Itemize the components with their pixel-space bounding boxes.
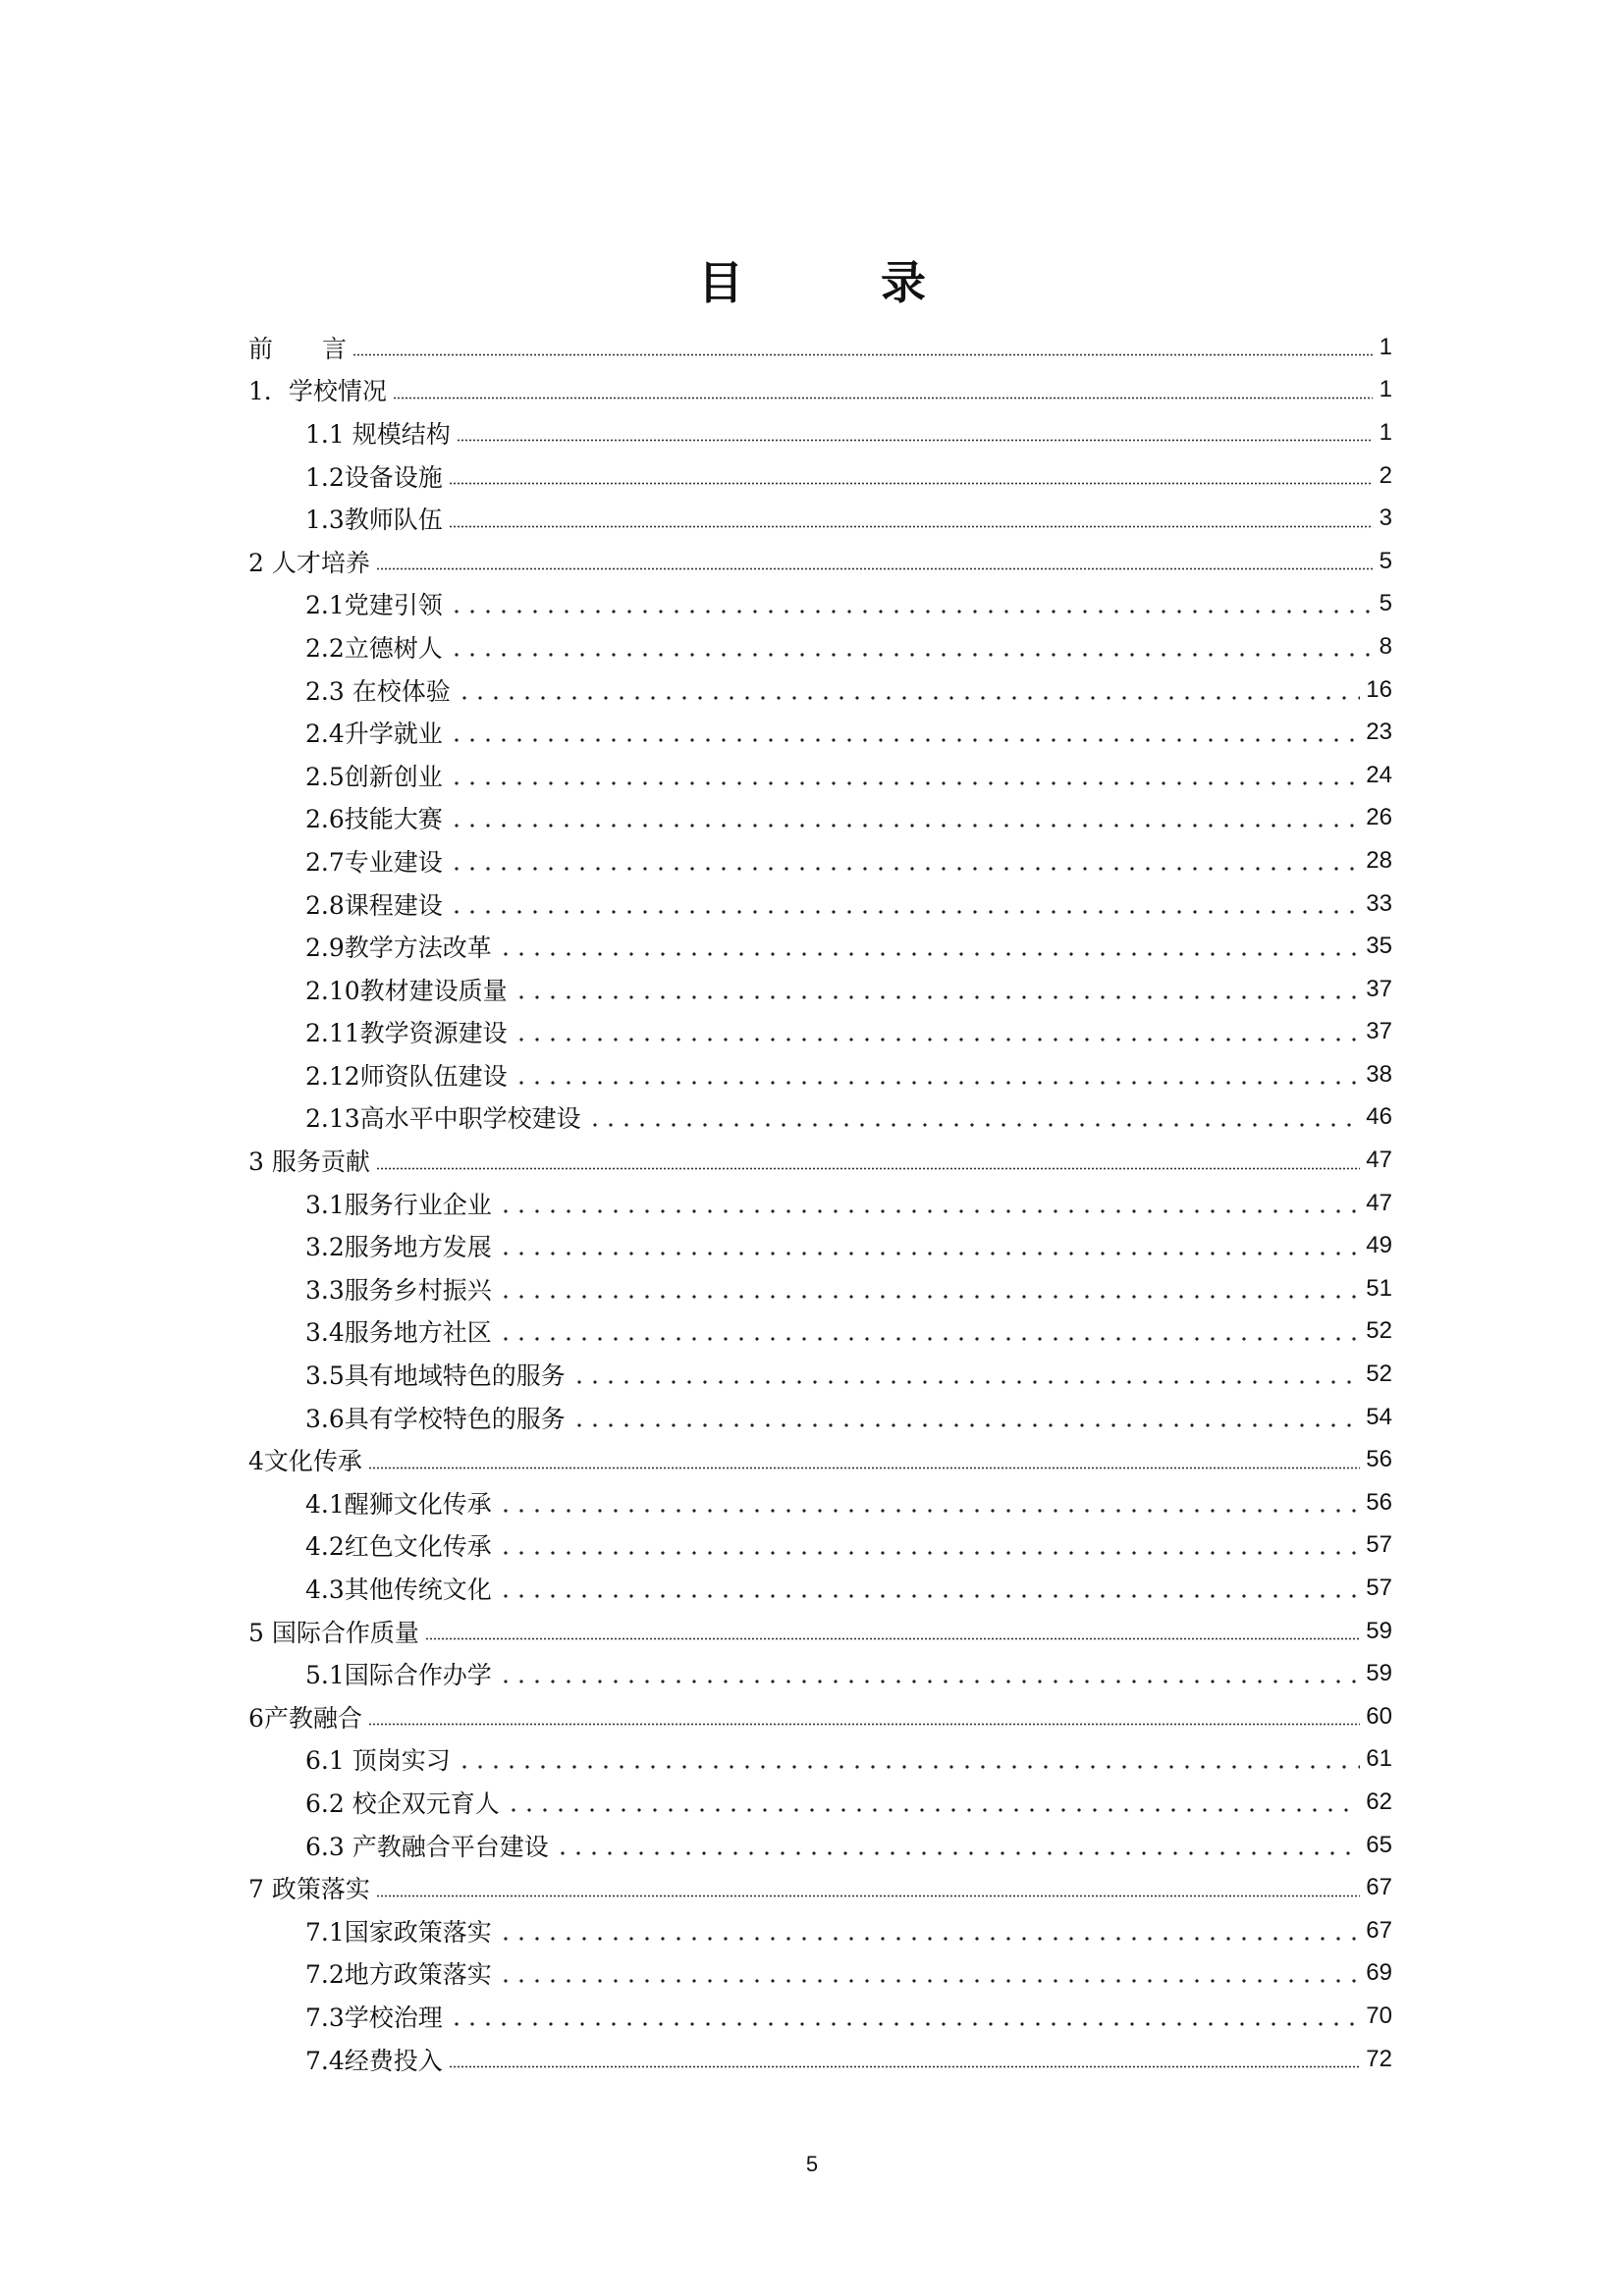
dot-leader	[376, 1895, 1360, 1897]
toc-entry[interactable]	[248, 583, 1392, 626]
toc-entry[interactable]	[248, 668, 1392, 712]
dot-leader	[449, 867, 1361, 871]
dot-leader	[376, 1167, 1360, 1170]
toc-entry-page: 2	[1379, 461, 1392, 489]
toc-entry[interactable]	[248, 1909, 1392, 1952]
toc-entry[interactable]	[248, 1524, 1392, 1568]
toc-entry[interactable]	[248, 497, 1392, 540]
toc-entry-label: 1.2设备设施	[305, 462, 443, 492]
toc-entry[interactable]	[248, 1652, 1392, 1695]
toc-entry[interactable]	[248, 839, 1392, 882]
dot-leader	[498, 1209, 1361, 1213]
toc-entry-label: 3.1服务行业企业	[305, 1190, 492, 1219]
toc-entry-label: 4.1醒狮文化传承	[305, 1489, 492, 1519]
toc-entry[interactable]	[248, 925, 1392, 968]
dot-leader	[449, 2022, 1361, 2026]
toc-entry[interactable]	[248, 411, 1392, 454]
dot-leader	[498, 1594, 1361, 1598]
toc-entry-label: 7.1国家政策落实	[305, 1917, 492, 1947]
toc-entry[interactable]	[248, 1781, 1392, 1824]
toc-entry-page: 62	[1366, 1788, 1392, 1815]
dot-leader	[449, 910, 1361, 914]
dot-leader	[498, 952, 1361, 956]
toc-entry-page: 54	[1366, 1403, 1392, 1430]
toc-entry[interactable]	[248, 1224, 1392, 1267]
toc-entry-page: 46	[1366, 1103, 1392, 1131]
dot-leader	[571, 1423, 1361, 1427]
toc-entry-label: 4.2红色文化传承	[305, 1532, 492, 1562]
toc-entry-label: 2.12师资队伍建设	[305, 1061, 508, 1091]
dot-leader	[506, 1808, 1361, 1812]
toc-entry-page: 1	[1379, 333, 1392, 360]
toc-entry[interactable]	[248, 1053, 1392, 1096]
dot-leader	[457, 439, 1373, 442]
dot-leader	[587, 1123, 1361, 1127]
toc-entry-page: 38	[1366, 1060, 1392, 1088]
dot-leader	[449, 781, 1361, 785]
toc-entry-label: 2.8课程建设	[305, 890, 443, 920]
toc-entry[interactable]	[248, 711, 1392, 754]
toc-entry-label: 3.2服务地方发展	[305, 1233, 492, 1262]
toc-entry-page: 51	[1366, 1274, 1392, 1302]
dot-leader	[514, 1081, 1361, 1085]
toc-entry-page: 57	[1366, 1575, 1392, 1602]
toc-entry[interactable]	[248, 1353, 1392, 1396]
toc-entry-page: 1	[1379, 418, 1392, 446]
toc-entry-label: 6.1 顶岗实习	[305, 1746, 451, 1776]
dot-leader	[514, 995, 1361, 999]
toc-entry-page: 33	[1366, 889, 1392, 917]
toc-entry-label: 2.11教学资源建设	[305, 1019, 508, 1048]
toc-entry-page: 23	[1366, 719, 1392, 746]
toc-entry-label: 2.2立德树人	[305, 633, 443, 663]
toc-entry-label: 5 国际合作质量	[248, 1618, 419, 1647]
toc-entry-page: 65	[1366, 1831, 1392, 1858]
toc-entry-page: 67	[1366, 1874, 1392, 1901]
dot-leader	[449, 738, 1361, 742]
toc-title: 目 录	[697, 256, 987, 309]
toc-entry-page: 67	[1366, 1916, 1392, 1944]
toc-entry[interactable]	[248, 1396, 1392, 1439]
toc-entry-label: 2.10教材建设质量	[305, 976, 508, 1005]
dot-leader	[368, 1467, 1360, 1469]
dot-leader	[555, 1851, 1361, 1855]
dot-leader	[498, 1937, 1361, 1941]
toc-entry-label: 2.7专业建设	[305, 847, 443, 877]
toc-entry-page: 47	[1366, 1147, 1392, 1174]
toc-entry[interactable]	[248, 1182, 1392, 1225]
dot-leader	[449, 824, 1361, 828]
toc-entry-label: 7.4经费投入	[305, 2046, 443, 2075]
toc-entry-page: 28	[1366, 846, 1392, 874]
dot-leader	[498, 1295, 1361, 1299]
toc-entry[interactable]	[248, 1952, 1392, 1996]
toc-entry-label: 2.3 在校体验	[305, 676, 451, 706]
dot-leader	[457, 1765, 1361, 1769]
dot-leader	[393, 397, 1373, 400]
toc-entry-page: 56	[1366, 1488, 1392, 1516]
toc-entry-page: 61	[1366, 1745, 1392, 1773]
toc-entry[interactable]	[248, 540, 1392, 583]
toc-entry-page: 52	[1366, 1317, 1392, 1345]
toc-entry-label: 3.3服务乡村振兴	[305, 1275, 492, 1305]
page-number: 5	[805, 2152, 819, 2176]
dot-leader	[498, 1337, 1361, 1341]
toc-entry-label: 7.2地方政策落实	[305, 1960, 492, 1990]
toc-entry-label: 3.6具有学校特色的服务	[305, 1404, 566, 1433]
dot-leader	[449, 525, 1373, 528]
toc-entry[interactable]	[248, 1610, 1392, 1653]
toc-entry-page: 59	[1366, 1617, 1392, 1644]
toc-entry-page: 26	[1366, 804, 1392, 831]
dot-leader	[571, 1380, 1361, 1384]
toc-entry-label: 4.3其他传统文化	[305, 1575, 492, 1605]
toc-entry[interactable]	[248, 1567, 1392, 1610]
toc-entry-label: 6.3 产教融合平台建设	[305, 1832, 549, 1861]
toc-entry-page: 24	[1366, 761, 1392, 788]
toc-entry-label: 4文化传承	[248, 1447, 362, 1476]
toc-entry-page: 5	[1379, 547, 1392, 574]
toc-entry[interactable]	[248, 1310, 1392, 1354]
toc-entry-label: 3 服务贡献	[248, 1148, 370, 1177]
toc-entry-label: 1.3教师队伍	[305, 506, 443, 535]
toc-entry-label: 5.1国际合作办学	[305, 1661, 492, 1690]
toc-entry[interactable]	[248, 1096, 1392, 1140]
toc-entry[interactable]	[248, 326, 1392, 369]
toc-entry-page: 56	[1366, 1446, 1392, 1473]
toc-entry-label: 2.13高水平中职学校建设	[305, 1104, 581, 1134]
toc-entry[interactable]	[248, 1824, 1392, 1867]
toc-entry-label: 3.4服务地方社区	[305, 1318, 492, 1348]
toc-entry[interactable]	[248, 454, 1392, 498]
toc-entry[interactable]	[248, 1995, 1392, 2038]
dot-leader	[457, 696, 1361, 700]
dot-leader	[352, 353, 1373, 356]
toc-entry-page: 3	[1379, 505, 1392, 532]
dot-leader	[449, 653, 1373, 657]
toc-entry-label: 7.3学校治理	[305, 2002, 443, 2032]
toc-entry-page: 37	[1366, 1018, 1392, 1045]
toc-entry-page: 49	[1366, 1232, 1392, 1259]
dot-leader	[376, 567, 1373, 570]
toc-entry-label: 2.5创新创业	[305, 762, 443, 791]
table-of-contents	[248, 326, 1392, 2080]
toc-entry-label: 1.1 规模结构	[305, 419, 451, 449]
dot-leader	[425, 1637, 1360, 1640]
dot-leader	[368, 1723, 1360, 1726]
toc-entry[interactable]	[248, 1011, 1392, 1054]
dot-leader	[449, 2065, 1361, 2068]
toc-entry[interactable]	[248, 2038, 1392, 2081]
toc-entry[interactable]	[248, 625, 1392, 668]
toc-entry-page: 57	[1366, 1531, 1392, 1559]
toc-entry-label: 6产教融合	[248, 1703, 362, 1733]
toc-entry-page: 35	[1366, 933, 1392, 960]
toc-entry[interactable]	[248, 369, 1392, 412]
toc-entry-label: 2 人才培养	[248, 548, 370, 577]
toc-entry-page: 47	[1366, 1189, 1392, 1216]
dot-leader	[449, 610, 1373, 614]
toc-entry[interactable]	[248, 1438, 1392, 1481]
toc-entry-label: 2.9教学方法改革	[305, 934, 492, 963]
dot-leader	[498, 1979, 1361, 1983]
toc-entry-page: 16	[1366, 675, 1392, 703]
toc-entry[interactable]	[248, 797, 1392, 840]
toc-entry-label: 7 政策落实	[248, 1875, 370, 1904]
toc-entry-label: 1．学校情况	[248, 377, 387, 406]
toc-entry-label: 2.1党建引领	[305, 591, 443, 620]
toc-entry-page: 70	[1366, 2002, 1392, 2029]
toc-entry-label: 3.5具有地域特色的服务	[305, 1362, 566, 1391]
dot-leader	[498, 1252, 1361, 1255]
toc-entry-page: 72	[1366, 2045, 1392, 2072]
dot-leader	[498, 1680, 1361, 1683]
toc-entry[interactable]	[248, 968, 1392, 1011]
toc-entry-page: 52	[1366, 1361, 1392, 1388]
toc-entry-label: 2.4升学就业	[305, 720, 443, 749]
dot-leader	[449, 482, 1373, 485]
toc-entry[interactable]	[248, 882, 1392, 926]
toc-entry[interactable]	[248, 1139, 1392, 1182]
toc-entry[interactable]	[248, 1866, 1392, 1909]
toc-entry-page: 69	[1366, 1959, 1392, 1987]
toc-entry-label: 2.6技能大赛	[305, 805, 443, 834]
toc-entry[interactable]	[248, 1481, 1392, 1524]
dot-leader	[498, 1509, 1361, 1513]
toc-entry[interactable]	[248, 1267, 1392, 1310]
dot-leader	[498, 1551, 1361, 1555]
toc-entry-page: 1	[1379, 376, 1392, 403]
toc-entry-page: 5	[1379, 590, 1392, 617]
toc-entry[interactable]	[248, 1738, 1392, 1782]
toc-entry-label: 6.2 校企双元育人	[305, 1789, 500, 1818]
toc-entry[interactable]	[248, 1695, 1392, 1738]
toc-entry-page: 37	[1366, 975, 1392, 1002]
toc-entry-label: 前 言	[248, 334, 348, 363]
toc-entry[interactable]	[248, 754, 1392, 797]
toc-entry-page: 8	[1379, 632, 1392, 660]
toc-entry-page: 59	[1366, 1660, 1392, 1687]
toc-entry-page: 60	[1366, 1702, 1392, 1730]
dot-leader	[514, 1038, 1361, 1041]
